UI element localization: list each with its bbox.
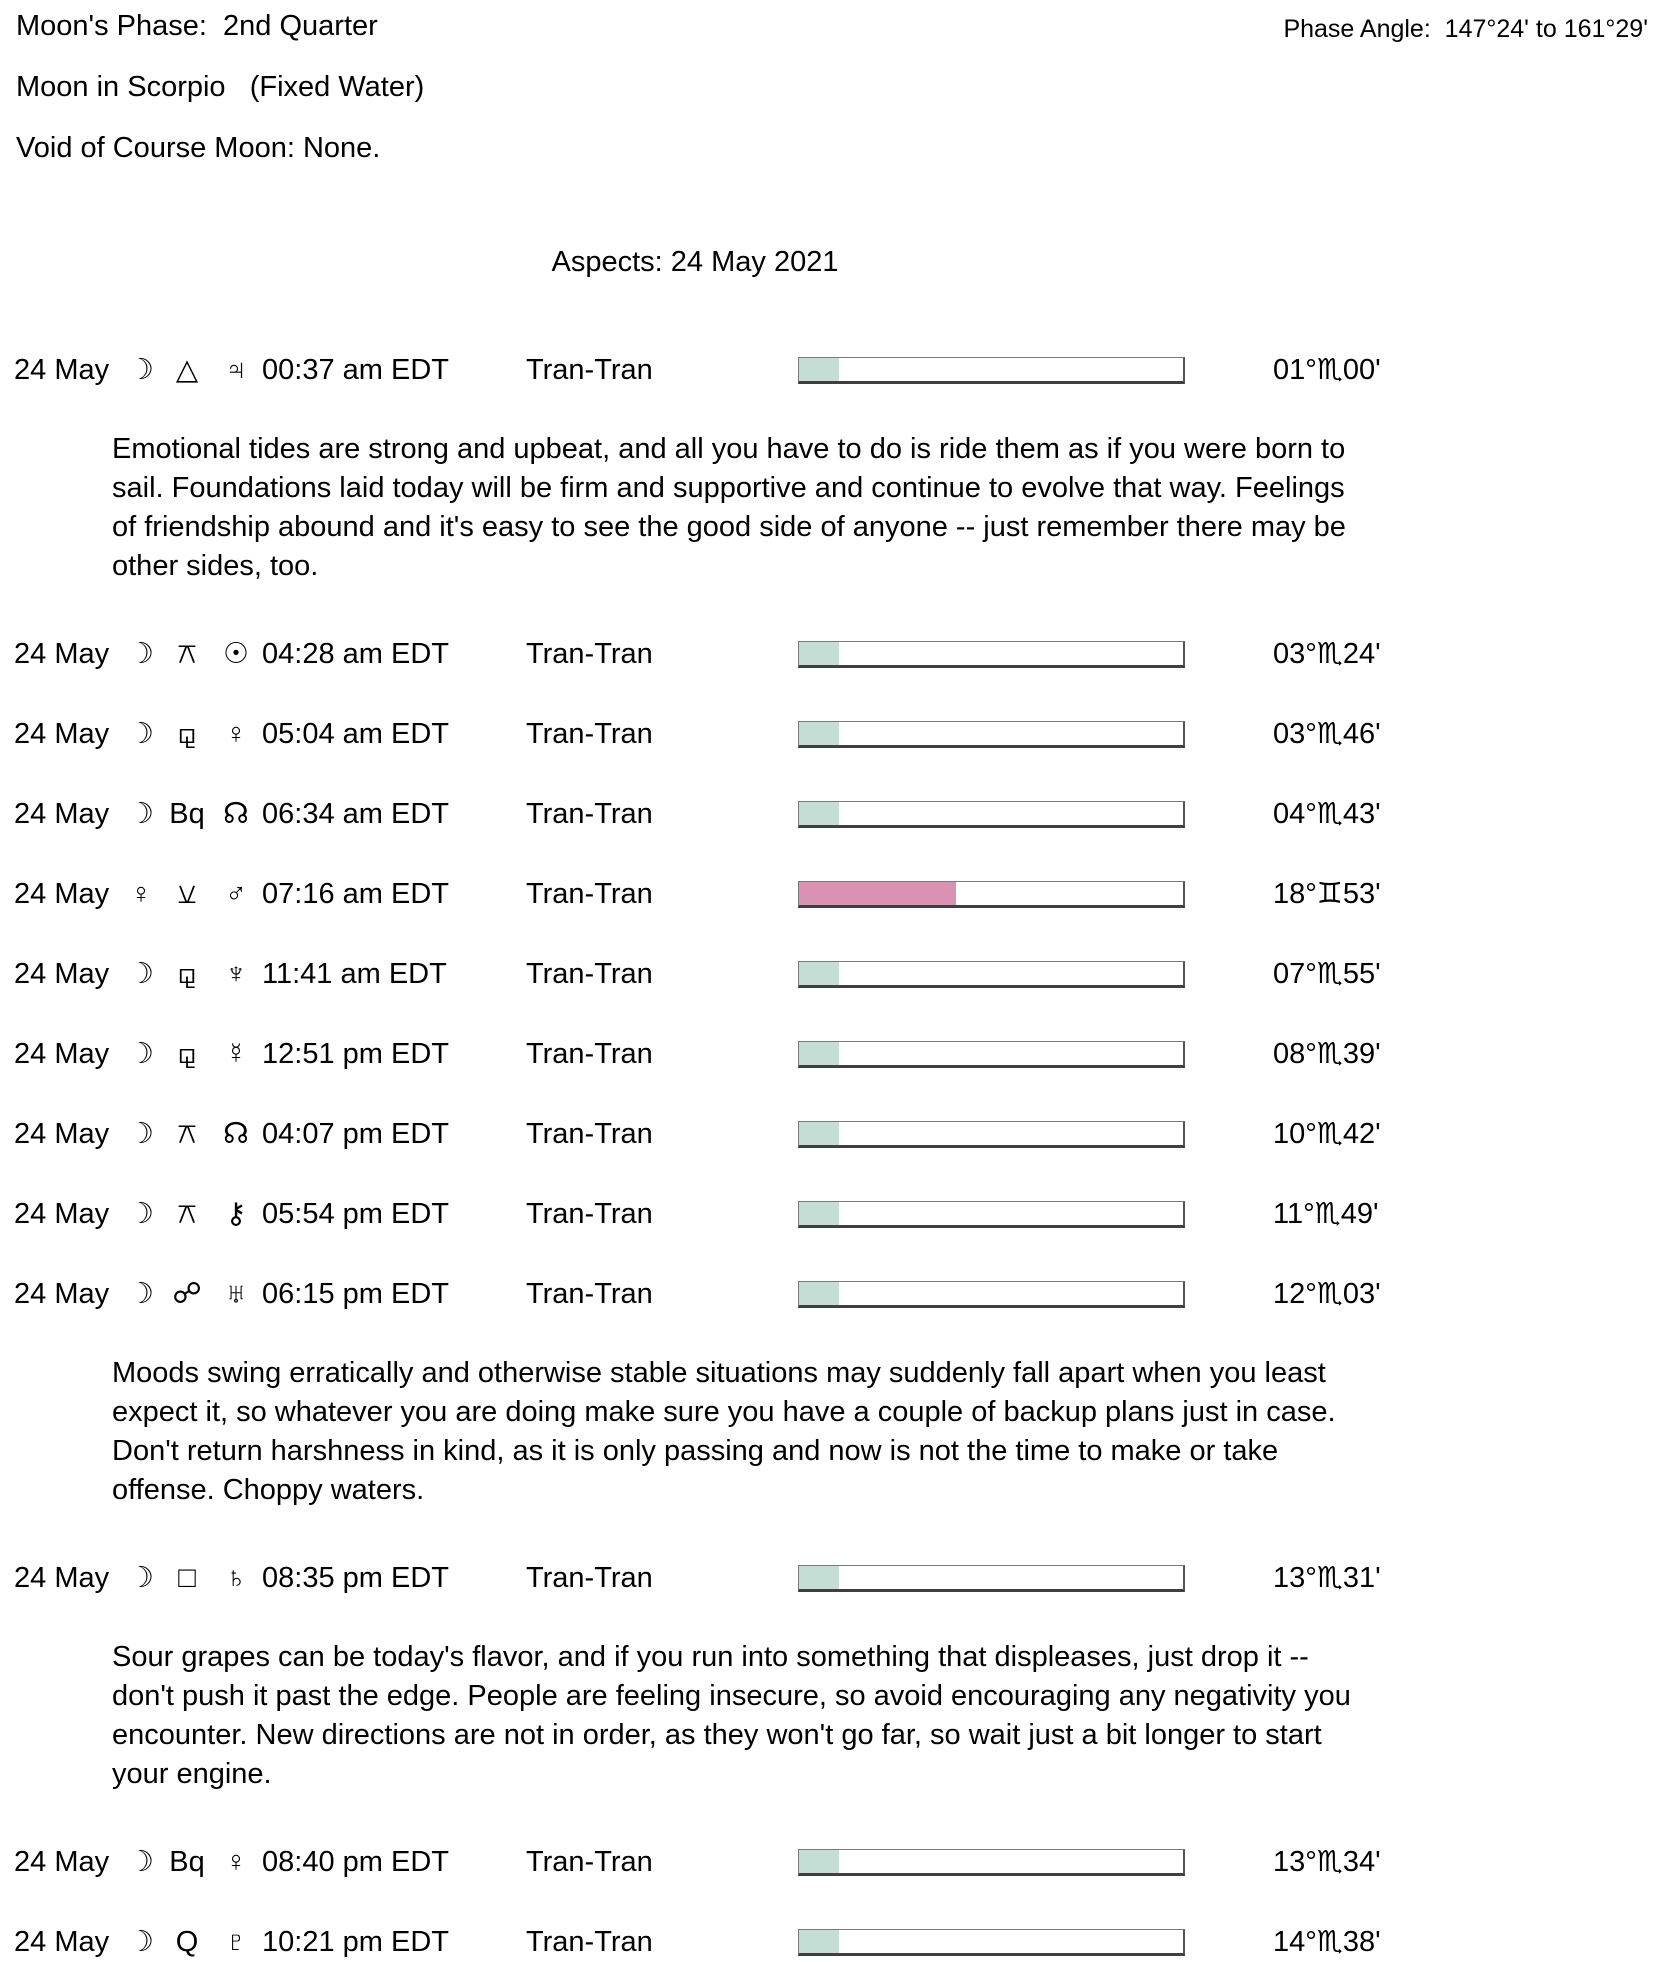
orb-bar-track bbox=[798, 1041, 1185, 1068]
sesquiquadrate-icon: ⚼ bbox=[176, 958, 198, 990]
aspect-type: Tran-Tran bbox=[526, 1118, 653, 1150]
aspect-position: 13°♏34' bbox=[1273, 1846, 1381, 1878]
aspect-date: 24 May bbox=[14, 1278, 110, 1310]
jupiter-icon: ♃ bbox=[225, 354, 247, 386]
orb-progress-bar bbox=[798, 1281, 1185, 1308]
aspect-type: Tran-Tran bbox=[526, 1926, 653, 1958]
aspect-position: 11°♏49' bbox=[1273, 1198, 1379, 1230]
aspect-entry bbox=[0, 1034, 1668, 1074]
aspect-position: 18°♊53' bbox=[1273, 878, 1381, 910]
aspect-position: 01°♏00' bbox=[1273, 354, 1381, 386]
semisextile-icon: ⚺ bbox=[177, 878, 197, 910]
aspect-position: 10°♏42' bbox=[1273, 1118, 1381, 1150]
report-header bbox=[0, 10, 1668, 44]
orb-progress-bar bbox=[798, 1121, 1185, 1148]
aspect-time: 00:37 am EDT bbox=[262, 354, 449, 386]
phase-angle-label: Phase Angle: 147°24' to 161°29' bbox=[1283, 15, 1648, 43]
aspect-date: 24 May bbox=[14, 1926, 110, 1958]
aspect-date: 24 May bbox=[14, 958, 110, 990]
aspect-entry bbox=[0, 350, 1668, 586]
aspect-row bbox=[0, 1274, 1668, 1314]
orb-bar-track bbox=[798, 881, 1185, 908]
aspect-row bbox=[0, 1034, 1668, 1074]
chiron-icon: ⚷ bbox=[225, 1198, 247, 1230]
aspect-row bbox=[0, 1114, 1668, 1154]
orb-bar-fill bbox=[799, 802, 839, 825]
aspect-type: Tran-Tran bbox=[526, 1846, 653, 1878]
orb-bar-track bbox=[798, 357, 1185, 384]
aspect-position: 07°♏55' bbox=[1273, 958, 1381, 990]
void-of-course-label: Void of Course Moon: None. bbox=[16, 132, 381, 164]
moon-icon: ☽ bbox=[128, 798, 154, 830]
quintile-icon: Q bbox=[175, 1926, 199, 1958]
aspect-type: Tran-Tran bbox=[526, 1278, 653, 1310]
orb-progress-bar bbox=[798, 1201, 1185, 1228]
orb-bar-track bbox=[798, 1281, 1185, 1308]
aspect-time: 04:28 am EDT bbox=[262, 638, 449, 670]
aspect-entry bbox=[0, 1842, 1668, 1882]
moon-icon: ☽ bbox=[128, 354, 154, 386]
north-node-icon: ☊ bbox=[223, 1118, 249, 1150]
venus-icon: ♀ bbox=[130, 878, 152, 910]
aspect-position: 14°♏38' bbox=[1273, 1926, 1381, 1958]
aspect-date: 24 May bbox=[14, 1038, 110, 1070]
saturn-icon: ♄ bbox=[225, 1562, 247, 1594]
aspect-date: 24 May bbox=[14, 1118, 110, 1150]
trine-icon: △ bbox=[175, 354, 199, 386]
aspect-entry bbox=[0, 714, 1668, 754]
aspect-row bbox=[0, 1194, 1668, 1234]
aspect-type: Tran-Tran bbox=[526, 958, 653, 990]
aspect-description: Emotional tides are strong and upbeat, and all you have to do is ride them as if you were born to sail. Foundations laid today will be firm and supportive and continue to evolve that way. Feelings of friendship abound and it's easy to see the good side of anyone -- just remember there may be other sides, too. bbox=[112, 433, 1354, 582]
moon-icon: ☽ bbox=[128, 718, 154, 750]
moon-icon: ☽ bbox=[128, 1562, 154, 1594]
aspect-position: 03°♏46' bbox=[1273, 718, 1381, 750]
venus-icon: ♀ bbox=[225, 718, 247, 750]
quincunx-icon: ⚻ bbox=[177, 638, 197, 670]
moon-icon: ☽ bbox=[128, 958, 154, 990]
aspect-date: 24 May bbox=[14, 798, 110, 830]
orb-bar-track bbox=[798, 1121, 1185, 1148]
orb-bar-fill bbox=[799, 1566, 839, 1589]
aspect-entry bbox=[0, 874, 1668, 914]
orb-bar-track bbox=[798, 961, 1185, 988]
aspect-type: Tran-Tran bbox=[526, 878, 653, 910]
aspect-time: 08:40 pm EDT bbox=[262, 1846, 449, 1878]
aspect-entry bbox=[0, 1114, 1668, 1154]
aspect-row bbox=[0, 794, 1668, 834]
aspect-type: Tran-Tran bbox=[526, 718, 653, 750]
aspect-time: 04:07 pm EDT bbox=[262, 1118, 449, 1150]
aspect-type: Tran-Tran bbox=[526, 798, 653, 830]
sun-icon: ☉ bbox=[223, 638, 249, 670]
orb-bar-fill bbox=[799, 882, 956, 905]
orb-bar-fill bbox=[799, 358, 839, 381]
pluto-icon: ♇ bbox=[225, 1926, 247, 1958]
aspect-time: 07:16 am EDT bbox=[262, 878, 449, 910]
moon-icon: ☽ bbox=[128, 638, 154, 670]
aspect-entry bbox=[0, 1194, 1668, 1234]
aspect-position: 08°♏39' bbox=[1273, 1038, 1381, 1070]
moon-phase-label: Moon's Phase: 2nd Quarter bbox=[16, 10, 378, 42]
aspect-row bbox=[0, 1922, 1668, 1962]
orb-bar-track bbox=[798, 1929, 1185, 1956]
orb-progress-bar bbox=[798, 1929, 1185, 1956]
north-node-icon: ☊ bbox=[223, 798, 249, 830]
aspect-row bbox=[0, 1558, 1668, 1598]
sesquiquadrate-icon: ⚼ bbox=[176, 718, 198, 750]
aspect-row bbox=[0, 954, 1668, 994]
aspect-date: 24 May bbox=[14, 1562, 110, 1594]
aspect-row bbox=[0, 1842, 1668, 1882]
aspect-position: 12°♏03' bbox=[1273, 1278, 1381, 1310]
orb-progress-bar bbox=[798, 1849, 1185, 1876]
moon-sign-label: Moon in Scorpio (Fixed Water) bbox=[16, 71, 425, 103]
aspect-time: 05:04 am EDT bbox=[262, 718, 449, 750]
orb-progress-bar bbox=[798, 721, 1185, 748]
moon-icon: ☽ bbox=[128, 1118, 154, 1150]
mars-icon: ♂ bbox=[225, 878, 247, 910]
orb-bar-track bbox=[798, 1849, 1185, 1876]
aspect-time: 05:54 pm EDT bbox=[262, 1198, 449, 1230]
venus-icon: ♀ bbox=[225, 1846, 247, 1878]
orb-progress-bar bbox=[798, 357, 1185, 384]
orb-bar-track bbox=[798, 1565, 1185, 1592]
aspect-time: 11:41 am EDT bbox=[262, 958, 447, 990]
neptune-icon: ♆ bbox=[225, 958, 247, 990]
aspect-date: 24 May bbox=[14, 878, 110, 910]
aspect-row bbox=[0, 350, 1668, 390]
quincunx-icon: ⚻ bbox=[177, 1198, 197, 1230]
square-icon: □ bbox=[178, 1562, 196, 1594]
orb-bar-track bbox=[798, 641, 1185, 668]
aspect-time: 08:35 pm EDT bbox=[262, 1562, 449, 1594]
sesquiquadrate-icon: ⚼ bbox=[176, 1038, 198, 1070]
orb-bar-fill bbox=[799, 722, 839, 745]
orb-bar-fill bbox=[799, 1202, 839, 1225]
aspect-position: 04°♏43' bbox=[1273, 798, 1381, 830]
aspect-position: 13°♏31' bbox=[1273, 1562, 1381, 1594]
orb-bar-track bbox=[798, 801, 1185, 828]
moon-icon: ☽ bbox=[128, 1278, 154, 1310]
aspect-type: Tran-Tran bbox=[526, 1198, 653, 1230]
quincunx-icon: ⚻ bbox=[177, 1118, 197, 1150]
aspect-time: 10:21 pm EDT bbox=[262, 1926, 449, 1958]
aspect-description: Sour grapes can be today's flavor, and if you run into something that displeases, just drop it -- don't push it past the edge. People are feeling insecure, so avoid encouraging any negativity you encounter. New directions are not in order, as they won't go far, so wait just a bit longer to start your engine. bbox=[112, 1641, 1359, 1790]
orb-progress-bar bbox=[798, 1565, 1185, 1592]
aspect-date: 24 May bbox=[14, 638, 110, 670]
orb-bar-fill bbox=[799, 1930, 839, 1953]
aspects-title: Aspects: 24 May 2021 bbox=[551, 246, 839, 278]
aspect-date: 24 May bbox=[14, 718, 110, 750]
aspect-entry bbox=[0, 634, 1668, 674]
orb-bar-fill bbox=[799, 1282, 839, 1305]
aspect-date: 24 May bbox=[14, 354, 110, 386]
aspect-date: 24 May bbox=[14, 1846, 110, 1878]
moon-icon: ☽ bbox=[128, 1926, 154, 1958]
orb-bar-fill bbox=[799, 642, 839, 665]
aspect-entry bbox=[0, 1558, 1668, 1794]
uranus-icon: ♅ bbox=[225, 1278, 247, 1310]
orb-progress-bar bbox=[798, 801, 1185, 828]
orb-bar-track bbox=[798, 1201, 1185, 1228]
aspect-type: Tran-Tran bbox=[526, 1038, 653, 1070]
orb-progress-bar bbox=[798, 961, 1185, 988]
moon-icon: ☽ bbox=[128, 1038, 154, 1070]
opposition-icon: ☍ bbox=[172, 1278, 202, 1310]
orb-bar-fill bbox=[799, 1042, 839, 1065]
aspect-row bbox=[0, 634, 1668, 674]
aspect-entry bbox=[0, 954, 1668, 994]
moon-icon: ☽ bbox=[128, 1198, 154, 1230]
aspect-time: 06:34 am EDT bbox=[262, 798, 449, 830]
orb-bar-fill bbox=[799, 962, 839, 985]
aspect-entry bbox=[0, 1922, 1668, 1962]
orb-bar-track bbox=[798, 721, 1185, 748]
aspect-type: Tran-Tran bbox=[526, 1562, 653, 1594]
moon-icon: ☽ bbox=[128, 1846, 154, 1878]
orb-progress-bar bbox=[798, 641, 1185, 668]
aspect-type: Tran-Tran bbox=[526, 354, 653, 386]
aspect-entry bbox=[0, 794, 1668, 834]
orb-bar-fill bbox=[799, 1122, 839, 1145]
biquintile-icon: Bq bbox=[169, 798, 205, 830]
aspect-time: 12:51 pm EDT bbox=[262, 1038, 449, 1070]
aspect-list bbox=[0, 350, 1668, 1962]
aspect-date: 24 May bbox=[14, 1198, 110, 1230]
mercury-icon: ☿ bbox=[225, 1038, 247, 1070]
aspect-type: Tran-Tran bbox=[526, 638, 653, 670]
aspect-entry bbox=[0, 1274, 1668, 1510]
aspect-position: 03°♏24' bbox=[1273, 638, 1381, 670]
orb-progress-bar bbox=[798, 881, 1185, 908]
orb-bar-fill bbox=[799, 1850, 839, 1873]
aspect-description: Moods swing erratically and otherwise stable situations may suddenly fall apart when you least expect it, so whatever you are doing make sure you have a couple of backup plans just in case. Don't return harshness in kind, as it is only passing and now is not the time to make or take offense. Choppy waters. bbox=[112, 1357, 1344, 1506]
aspect-row bbox=[0, 874, 1668, 914]
biquintile-icon: Bq bbox=[169, 1846, 205, 1878]
aspect-time: 06:15 pm EDT bbox=[262, 1278, 449, 1310]
aspect-row bbox=[0, 714, 1668, 754]
orb-progress-bar bbox=[798, 1041, 1185, 1068]
